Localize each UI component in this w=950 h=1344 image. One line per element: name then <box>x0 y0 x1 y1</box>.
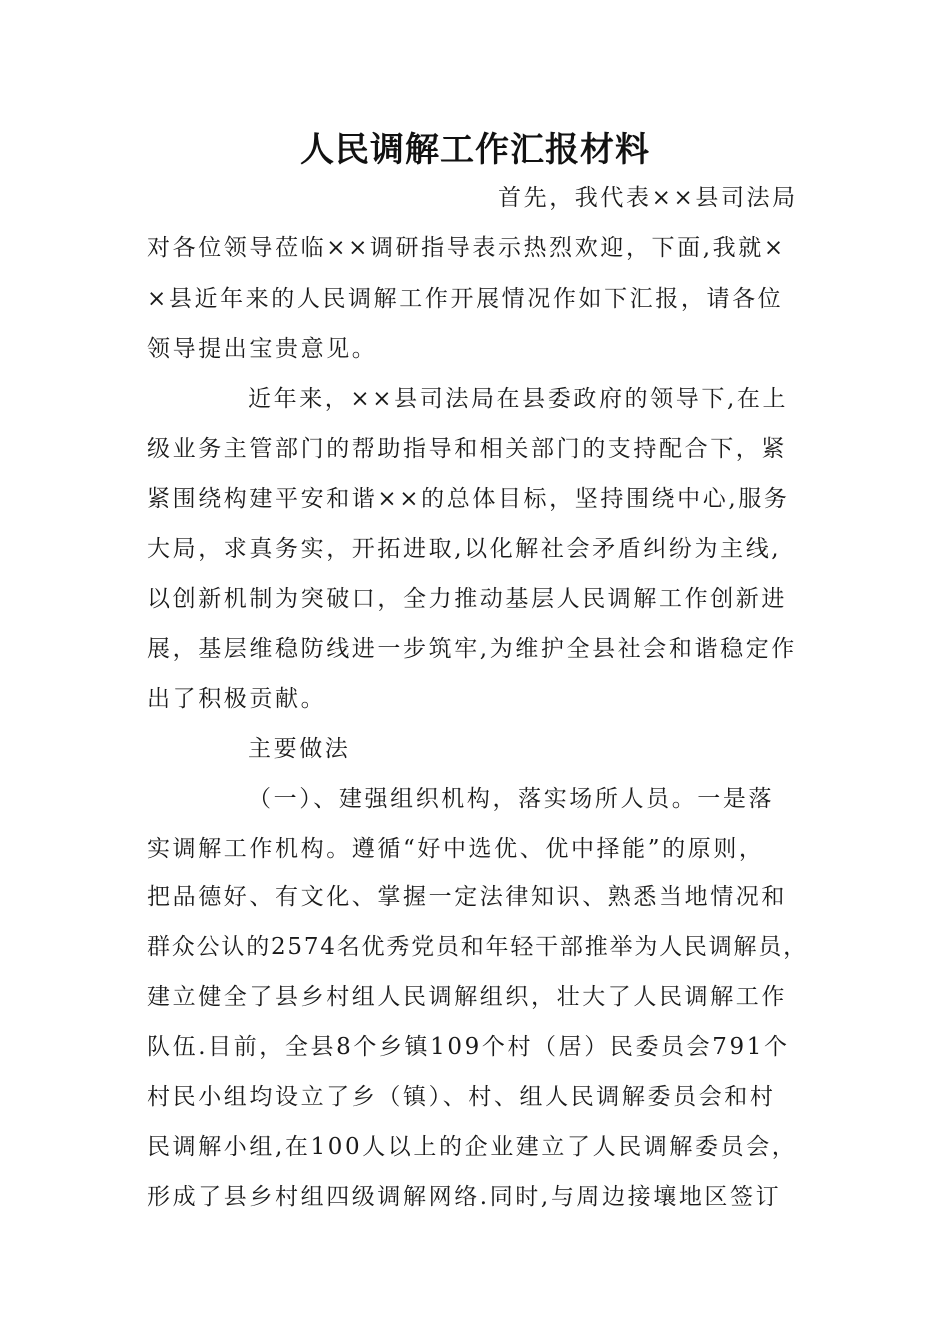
paragraph-line: 展，基层维稳防线进一步筑牢,为维护全县社会和谐稳定作 <box>147 636 797 662</box>
paragraph-line: 首先，我代表××县司法局 <box>498 185 798 211</box>
paragraph-line: 形成了县乡村组四级调解网络.同时,与周边接壤地区签订 <box>147 1184 782 1210</box>
paragraph-line: 村民小组均设立了乡（镇）、村、组人民调解委员会和村 <box>147 1084 776 1110</box>
paragraph-line: 民调解小组,在100人以上的企业建立了人民调解委员会， <box>147 1134 798 1160</box>
paragraph-line: 大局，求真务实，开拓进取,以化解社会矛盾纠纷为主线, <box>147 536 782 562</box>
paragraph-line: 出了积极贡献。 <box>147 686 327 712</box>
paragraph-line: （一）、建强组织机构，落实场所人员。一是落 <box>248 786 775 812</box>
paragraph-line: 领导提出宝贵意见。 <box>147 336 378 362</box>
paragraph-line: 对各位领导莅临××调研指导表示热烈欢迎，下面,我就× <box>147 235 786 261</box>
paragraph-line: 实调解工作机构。遵循“好中选优、优中择能”的原则， <box>147 836 765 862</box>
paragraph-line: 群众公认的2574名优秀党员和年轻干部推举为人民调解员， <box>147 934 808 960</box>
paragraph-line: 建立健全了县乡村组人民调解组织，壮大了人民调解工作 <box>147 984 787 1010</box>
paragraph-line: 近年来，××县司法局在县委政府的领导下,在上 <box>248 386 789 412</box>
section-heading: 主要做法 <box>248 736 351 762</box>
paragraph-line: 把品德好、有文化、掌握一定法律知识、熟悉当地情况和 <box>147 884 787 910</box>
paragraph-line: 紧围绕构建平安和谐××的总体目标，坚持围绕中心,服务 <box>147 486 790 512</box>
paragraph-line: 级业务主管部门的帮助指导和相关部门的支持配合下，紧 <box>147 436 787 462</box>
document-title: 人民调解工作汇报材料 <box>300 130 650 170</box>
paragraph-line: ×县近年来的人民调解工作开展情况作如下汇报，请各位 <box>147 286 784 312</box>
paragraph-line: 以创新机制为突破口，全力推动基层人民调解工作创新进 <box>147 586 787 612</box>
paragraph-line: 队伍.目前，全县8个乡镇109个村（居）民委员会791个 <box>147 1034 790 1060</box>
